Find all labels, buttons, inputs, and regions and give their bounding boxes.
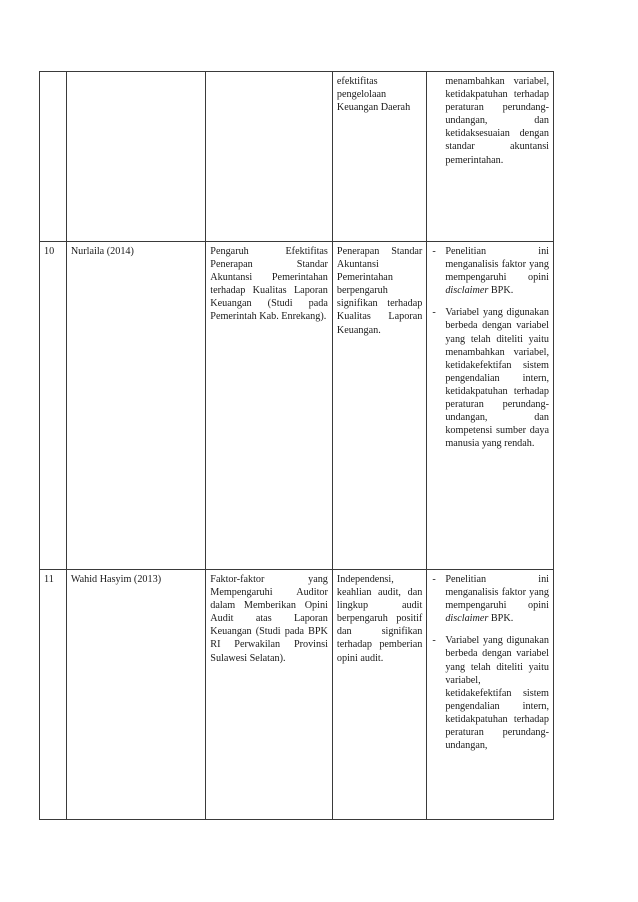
cell-hasil: Independensi, keahlian audit, dan lingkup audit berpengaruh positif dan signifikan terhadap pemberian opini audit. bbox=[332, 570, 426, 820]
cell-no: 11 bbox=[40, 570, 67, 820]
cell-peneliti: Nurlaila (2014) bbox=[66, 242, 205, 570]
list-item: - Penelitian ini menganalisis faktor yang mempengaruhi opini disclaimer BPK. bbox=[431, 573, 549, 625]
cell-judul: Faktor-faktor yang Mempengaruhi Auditor dalam Memberikan Opini Audit atas Laporan Keuangan (Studi pada BPK RI Perwakilan Provinsi Sulawesi Selatan). bbox=[206, 570, 333, 820]
table-row bbox=[40, 72, 554, 242]
cell-judul: Pengaruh Efektifitas Penerapan Standar Akuntansi Pemerintahan terhadap Kualitas Laporan Keuangan (Studi pada Pemerintah Kab. Enrekang). bbox=[206, 242, 333, 570]
table-row bbox=[40, 570, 554, 820]
perbedaan-list bbox=[431, 245, 549, 450]
list-item: - Variabel yang digunakan berbeda dengan variabel yang telah diteliti yaitu menambahkan variabel, ketidakefektifan sistem pengendalian intern, ketidakpatuhan terhadap peraturan perundang-undangan, dan kompetensi sumber daya manusia yang rendah. bbox=[431, 306, 549, 450]
cell-no: 10 bbox=[40, 242, 67, 570]
cell-peneliti: Wahid Hasyim (2013) bbox=[66, 570, 205, 820]
literature-review-table bbox=[39, 71, 554, 820]
list-item: - Penelitian ini menganalisis faktor yang mempengaruhi opini disclaimer BPK. bbox=[431, 245, 549, 297]
cell-hasil: efektifitas pengelolaan Keuangan Daerah bbox=[332, 72, 426, 242]
list-item: - Variabel yang digunakan berbeda dengan variabel yang telah diteliti yaitu variabel, ketidakefektifan sistem pengendalian intern, ketidakpatuhan terhadap peraturan perundang-undangan, bbox=[431, 634, 549, 752]
cell-perbedaan bbox=[427, 570, 554, 820]
cell-peneliti bbox=[66, 72, 205, 242]
perbedaan-continued: menambahkan variabel, ketidakpatuhan terhadap peraturan perundang-undangan, dan ketidaksesuaian dengan standar akuntansi pemerintahan. bbox=[445, 76, 549, 166]
cell-perbedaan bbox=[427, 242, 554, 570]
table-row bbox=[40, 242, 554, 570]
cell-judul bbox=[206, 72, 333, 242]
cell-perbedaan bbox=[427, 72, 554, 242]
cell-no bbox=[40, 72, 67, 242]
perbedaan-list bbox=[431, 573, 549, 752]
cell-hasil: Penerapan Standar Akuntansi Pemerintahan berpengaruh signifikan terhadap Kualitas Laporan Keuangan. bbox=[332, 242, 426, 570]
